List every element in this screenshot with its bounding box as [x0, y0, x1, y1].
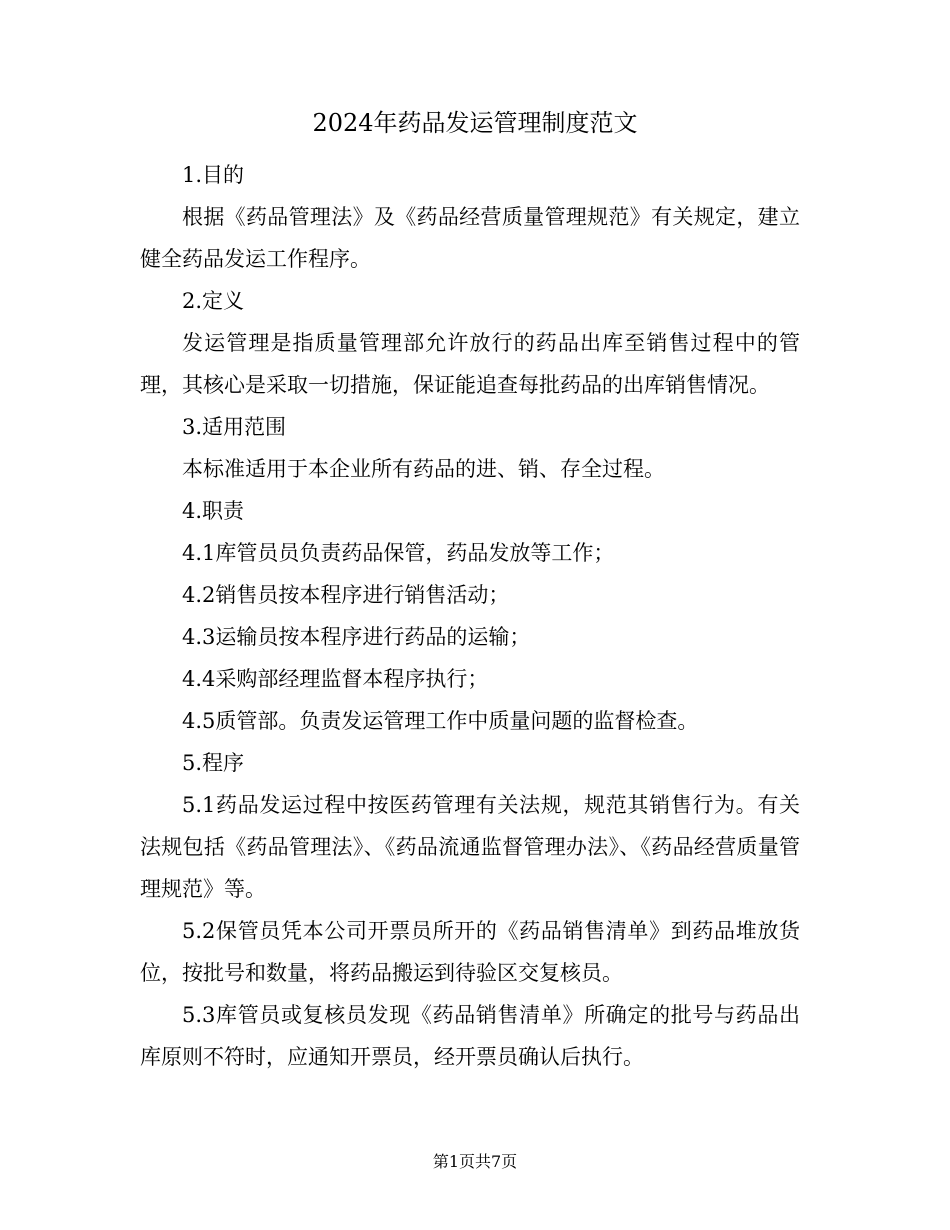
paragraph-purpose: 根据《药品管理法》及《药品经营质量管理规范》有关规定，建立健全药品发运工作程序。 — [140, 205, 800, 271]
document-title: 2024年药品发运管理制度范文 — [312, 109, 638, 137]
paragraph-responsibility-4-2: 4.2销售员按本程序进行销售活动； — [182, 583, 510, 607]
paragraph-procedure-5-3: 5.3库管员或复核员发现《药品销售清单》所确定的批号与药品出库原则不符时，应通知开票员，经开票员确认后执行。 — [140, 1003, 800, 1069]
section-heading-definition: 2.定义 — [182, 289, 245, 313]
paragraph-procedure-5-1: 5.1药品发运过程中按医药管理有关法规，规范其销售行为。有关法规包括《药品管理法》、《药品流通监督管理办法》、《药品经营质量管理规范》等。 — [140, 793, 800, 901]
paragraph-responsibility-4-3: 4.3运输员按本程序进行药品的运输； — [182, 625, 531, 649]
paragraph-responsibility-4-1: 4.1库管员员负责药品保管，药品发放等工作； — [182, 541, 615, 565]
paragraph-procedure-5-2: 5.2保管员凭本公司开票员所开的《药品销售清单》到药品堆放货位，按批号和数量，将药品搬运到待验区交复核员。 — [140, 919, 800, 985]
paragraph-responsibility-4-4: 4.4采购部经理监督本程序执行； — [182, 667, 489, 691]
page-footer: 第1页共7页 — [432, 1152, 518, 1171]
section-heading-responsibilities: 4.职责 — [182, 499, 245, 523]
document-body — [140, 154, 800, 1078]
paragraph-scope: 本标准适用于本企业所有药品的进、销、存全过程。 — [182, 457, 665, 481]
paragraph-responsibility-4-5: 4.5质管部。负责发运管理工作中质量问题的监督检查。 — [182, 709, 699, 733]
section-heading-purpose: 1.目的 — [182, 163, 245, 187]
section-heading-procedure: 5.程序 — [182, 751, 245, 775]
paragraph-definition: 发运管理是指质量管理部允许放行的药品出库至销售过程中的管理，其核心是采取一切措施，保证能追查每批药品的出库销售情况。 — [140, 331, 800, 397]
section-heading-scope: 3.适用范围 — [182, 415, 287, 439]
